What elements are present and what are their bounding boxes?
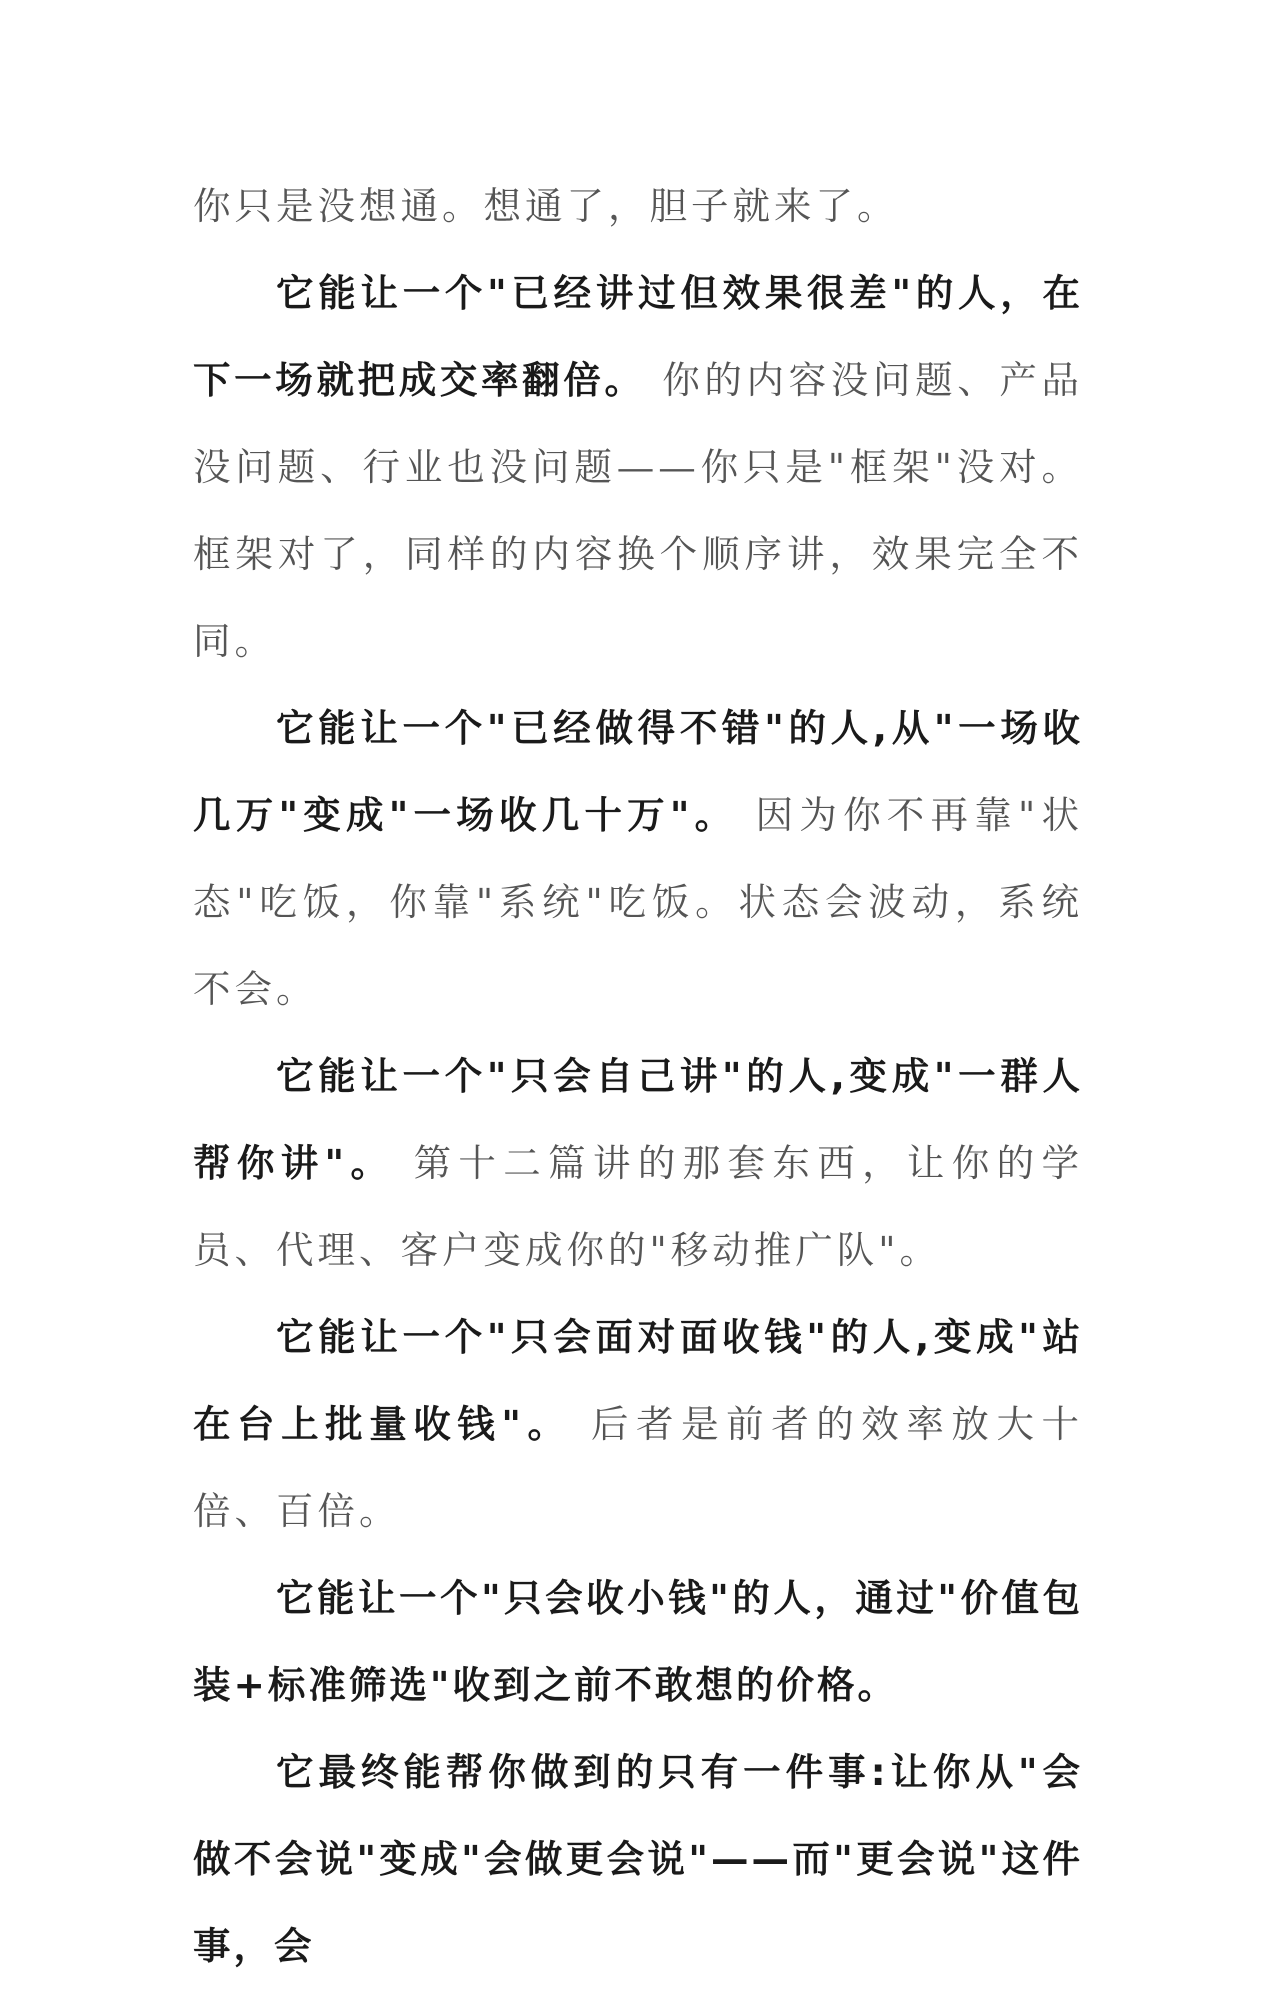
paragraph-6 xyxy=(193,1555,1083,1729)
document-body xyxy=(193,163,1083,1990)
paragraph-3-text: 因为你不再靠"状态"吃饭，你靠"系统"吃饭。状态会波动，系统不会。 xyxy=(193,793,1083,1011)
paragraph-6-bold: 它能让一个"只会收小钱"的人，通过"价值包装+标准筛选"收到之前不敢想的价格。 xyxy=(193,1576,1083,1707)
paragraph-4 xyxy=(193,1033,1083,1294)
paragraph-5-bold: 它能让一个"只会面对面收钱"的人,变成"站在台上批量收钱"。 xyxy=(193,1315,1083,1446)
paragraph-7-bold: 它最终能帮你做到的只有一件事:让你从"会做不会说"变成"会做更会说"——而"更会说"这件事，会 xyxy=(193,1750,1083,1968)
paragraph-4-bold: 它能让一个"只会自己讲"的人,变成"一群人帮你讲"。 xyxy=(193,1054,1083,1185)
paragraph-5-text: 后者是前者的效率放大十倍、百倍。 xyxy=(193,1402,1084,1533)
paragraph-7 xyxy=(193,1729,1083,1990)
paragraph-3 xyxy=(193,685,1083,1033)
paragraph-5 xyxy=(193,1294,1083,1555)
paragraph-4-text: 第十二篇讲的那套东西，让你的学员、代理、客户变成你的"移动推广队"。 xyxy=(193,1141,1083,1272)
paragraph-1-text: 你只是没想通。想通了，胆子就来了。 xyxy=(193,184,899,228)
paragraph-3-bold: 它能让一个"已经做得不错"的人,从"一场收几万"变成"一场收几十万"。 xyxy=(193,706,1083,837)
paragraph-2-text: 你的内容没问题、产品没问题、行业也没问题——你只是"框架"没对。框架对了，同样的内容换个顺序讲，效果完全不同。 xyxy=(193,358,1084,663)
paragraph-1 xyxy=(193,163,1083,250)
paragraph-2 xyxy=(193,250,1083,685)
paragraph-2-bold: 它能让一个"已经讲过但效果很差"的人，在下一场就把成交率翻倍。 xyxy=(193,271,1083,402)
